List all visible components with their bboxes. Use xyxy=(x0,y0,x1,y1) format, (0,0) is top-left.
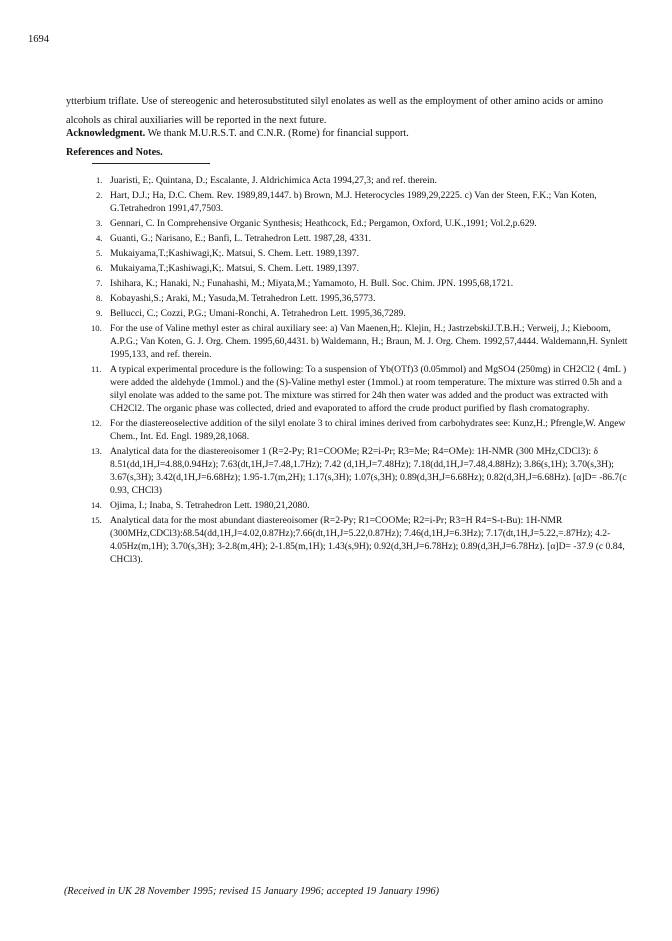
reference-text: For the diastereoselective addition of the silyl enolate 3 to chiral imines derived from carbohydrates see: Kunz,H.; Pfrengle,W. Angew Chem., Int. Ed. Engl. 1989,28,1068. xyxy=(110,418,626,442)
reference-text: Mukaiyama,T.;Kashiwagi,K;. Matsui, S. Chem. Lett. 1989,1397. xyxy=(110,248,359,259)
reference-number: 1. xyxy=(96,175,103,185)
reference-item xyxy=(91,417,634,443)
reference-text: Mukaiyama,T.;Kashiwagi,K;. Matsui, S. Chem. Lett. 1989,1397. xyxy=(110,263,359,274)
reference-text: Gennari, C. In Comprehensive Organic Synthesis; Heathcock, Ed.; Pergamon, Oxford, U.K.,1991; Vol.2,p.629. xyxy=(110,218,537,229)
acknowledgment-text: We thank M.U.R.S.T. and C.N.R. (Rome) for financial support. xyxy=(145,128,409,139)
reference-number: 4. xyxy=(96,233,103,243)
reference-item xyxy=(96,247,634,260)
reference-text: Hart, D.J.; Ha, D.C. Chem. Rev. 1989,89,1447. b) Brown, M.J. Heterocycles 1989,29,2225. c) Van der Steen, F.K.; Van Koten, G.Tetrahedron 1991,47,7503. xyxy=(110,190,597,214)
body-paragraph: ytterbium triflate. Use of stereogenic and heterosubstituted silyl enolates as well as the employment of other amino acids or amino alcohols as chiral auxiliaries will be reported in the next future. xyxy=(66,96,604,126)
reference-number: 8. xyxy=(96,293,103,303)
reference-number: 2. xyxy=(96,190,103,200)
reference-item xyxy=(96,174,634,187)
reference-item xyxy=(91,445,634,497)
acknowledgment-label: Acknowledgment. xyxy=(66,128,146,139)
reference-number: 9. xyxy=(96,308,103,318)
reference-number: 15. xyxy=(91,515,102,525)
reference-text: Analytical data for the diastereoisomer 1 (R=2-Py; R1=COOMe; R2=i-Pr; R3=Me; R4=OMe): 1H-NMR (300 MHz,CDCl3): δ 8.51(dd,1H,J=4.88,0.94Hz); 7.63(dt,1H,J=7.48,1.7Hz); 7.42 (d,1H,J=7.48Hz); 7.18(dd,1H,J=7.48,4.88Hz); 3.86(s,1H); 3.70(s,3H); 3.67(s,3H); 3.42(d,1H,J=6.68Hz); 1.95-1.7(m,2H); 1.17(s,3H); 1.07(s,3H); 0.89(d,3H,J=6.68Hz); 0.82(d,3H,J=6.68Hz). [α]D= -86.7(c 0.93, CHCl3) xyxy=(110,446,627,496)
reference-number: 10. xyxy=(91,323,102,333)
reference-item xyxy=(96,262,634,275)
reference-item xyxy=(96,277,634,290)
reference-text: A typical experimental procedure is the following: To a suspension of Yb(OTf)3 (0.05mmol) and MgSO4 (250mg) in CH2Cl2 ( 4mL ) were added the aldehyde (1mmol.) and the (S)-Valine methyl ester (1mmol.) at room temperature. The mixture was stirred 0.5h and a silyl enolate was added to the same pot. The mixture was stirred for 24h then water was added and the product was extracted with CH2Cl2. The organic phase was collected, dried and evaporated to afford the crude product purified by flash cromatography. xyxy=(110,364,627,414)
acknowledgment xyxy=(66,128,634,139)
reference-item xyxy=(91,363,634,415)
footnote-rule xyxy=(92,163,210,164)
reference-item xyxy=(91,514,634,566)
reference-number: 6. xyxy=(96,263,103,273)
reference-item xyxy=(96,232,634,245)
reference-item xyxy=(96,189,634,215)
received-dates xyxy=(64,886,439,897)
reference-text: Juaristi, E;. Quintana, D.; Escalante, J. Aldrichimica Acta 1994,27,3; and ref. therein. xyxy=(110,175,437,186)
reference-text: Ojima, I.; Inaba, S. Tetrahedron Lett. 1980,21,2080. xyxy=(110,500,310,511)
reference-text: Ishihara, K.; Hanaki, N.; Funahashi, M.; Miyata,M.; Yamamoto, H. Bull. Soc. Chim. JPN. 1995,68,1721. xyxy=(110,278,514,289)
reference-text: Analytical data for the most abundant diastereoisomer (R=2-Py; R1=COOMe; R2=i-Pr; R3=H R4=S-t-Bu): 1H-NMR (300MHz,CDCl3):δ8.54(dd,1H,J=4.02,0.87Hz);7.66(dt,1H,J=5.22,0.87Hz); 7.46(d,1H,J=6.3Hz); 7.17(dt,1H,J=5.22,=.87Hz); 4.2-4.05Hz(m,1H); 3.70(s,3H); 3-2.8(m,4H); 2-1.85(m,1H); 1.43(s,9H); 0.92(d,3H,J=6.78Hz); 0.89(d,3H,J=6.78Hz). [α]D= -37.9 (c 0.84, CHCl3). xyxy=(110,515,625,565)
reference-text: For the use of Valine methyl ester as chiral auxiliary see: a) Van Maenen,H;. Klejin, H.; JastrzebskiJ.T.B.H.; Verweij, J.; Kieboom, A.P.G.; Van Koten, G. J. Org. Chem. 1995,60,4431. b) Waldemann, H.; Braun, M. J. Org. Chem. 1992,57,4444. Waldemann,H. Synlett 1995,133, and ref. therein. xyxy=(110,323,628,360)
reference-number: 12. xyxy=(91,418,102,428)
reference-number: 11. xyxy=(91,364,102,374)
received-line: (Received in UK 28 November 1995; revised 15 January 1996; accepted 19 January 1996) xyxy=(64,886,440,897)
reference-item xyxy=(96,307,634,320)
references-heading: References and Notes. xyxy=(66,147,163,158)
reference-item xyxy=(91,499,634,512)
reference-item xyxy=(96,217,634,230)
reference-text: Kobayashi,S.; Araki, M.; Yasuda,M. Tetrahedron Lett. 1995,36,5773. xyxy=(110,293,376,304)
reference-number: 14. xyxy=(91,500,102,510)
reference-item xyxy=(91,322,634,361)
reference-number: 3. xyxy=(96,218,103,228)
reference-number: 7. xyxy=(96,278,103,288)
page-number: 1694 xyxy=(28,34,49,45)
reference-number: 13. xyxy=(91,446,102,456)
reference-item xyxy=(96,292,634,305)
references-list xyxy=(91,174,634,568)
reference-text: Bellucci, C.; Cozzi, P.G.; Umani-Ronchi, A. Tetrahedron Lett. 1995,36,7289. xyxy=(110,308,406,319)
reference-number: 5. xyxy=(96,248,103,258)
reference-text: Guanti, G.; Narisano, E.; Banfi, L. Tetrahedron Lett. 1987,28, 4331. xyxy=(110,233,372,244)
